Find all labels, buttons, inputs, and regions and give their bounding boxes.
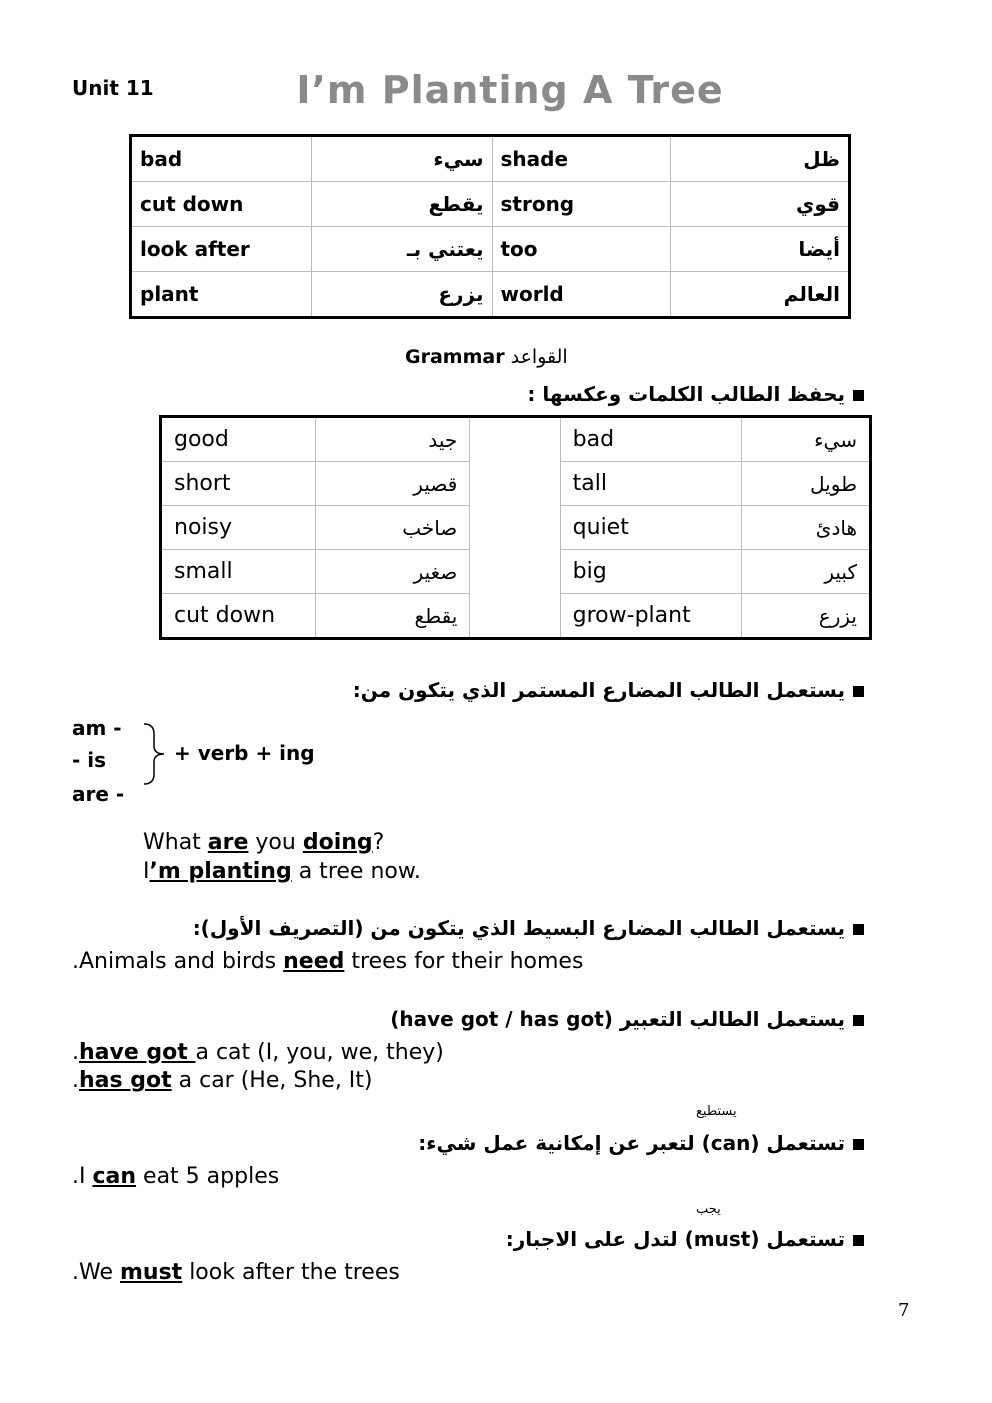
can-example: .I can eat 5 apples [72, 1164, 280, 1189]
unit-label: Unit 11 [72, 76, 154, 100]
opposite-en: tall [560, 462, 742, 506]
must-example: .We must look after the trees [72, 1260, 400, 1285]
opposite-en: big [560, 550, 742, 594]
vocab-ar: العالم [671, 272, 850, 318]
vocab-ar: يقطع [311, 182, 492, 227]
spacer-cell [470, 462, 560, 506]
vocab-en: plant [131, 272, 312, 318]
must-heading [506, 1227, 864, 1251]
vocab-ar: يعتني بـ [311, 227, 492, 272]
can-note: يستطيع [696, 1104, 737, 1119]
vocab-ar: أيضا [671, 227, 850, 272]
heading-text: يستعمل الطالب المضارع المستمر الذي يتكون من: [352, 678, 845, 702]
table-row [161, 550, 871, 594]
bullet-square-icon [853, 686, 864, 697]
vocab-en: cut down [131, 182, 312, 227]
opposite-en: short [161, 462, 316, 506]
spacer-cell [470, 594, 560, 639]
vocab-ar: سيء [311, 136, 492, 182]
instruction-text: يحفظ الطالب الكلمات وعكسها : [527, 382, 845, 406]
heading-text: تستعمل (can) لتعبر عن إمكانية عمل شيء: [418, 1131, 845, 1155]
heading-text: تستعمل (must) لتدل على الاجبار: [505, 1227, 845, 1251]
are-form: are - [72, 782, 125, 806]
vocab-ar: يزرع [311, 272, 492, 318]
present-continuous-heading [353, 678, 864, 702]
vocab-en: too [492, 227, 671, 272]
page-title: I’m Planting A Tree [296, 68, 724, 112]
opposite-ar: قصير [315, 462, 470, 506]
opposite-en: bad [560, 417, 742, 462]
am-form: am - [72, 716, 122, 740]
bullet-square-icon [853, 1015, 864, 1026]
heading-text: يستعمل الطالب المضارع البسيط الذي يتكون من (التصريف الأول): [192, 916, 845, 940]
opposites-table [159, 415, 872, 640]
opposite-ar: يزرع [742, 594, 871, 639]
must-note: يجب [696, 1202, 721, 1217]
have-got-example: .have got a cat (I, you, we, they) [72, 1040, 444, 1065]
present-simple-heading [193, 916, 864, 940]
grammar-label-ar: القواعد [510, 346, 568, 368]
bullet-square-icon [853, 924, 864, 935]
curly-brace-icon [142, 722, 168, 786]
vocab-en: world [492, 272, 671, 318]
opposite-en: cut down [161, 594, 316, 639]
opposite-ar: صاخب [315, 506, 470, 550]
table-row [161, 594, 871, 639]
spacer-cell [470, 506, 560, 550]
table-row [161, 506, 871, 550]
present-simple-example: .Animals and birds need trees for their homes [72, 949, 584, 974]
vocab-ar: ظل [671, 136, 850, 182]
opposite-ar: طويل [742, 462, 871, 506]
table-row [131, 227, 850, 272]
formula-text: + verb + ing [174, 741, 315, 765]
bullet-square-icon [853, 390, 864, 401]
opposite-ar: كبير [742, 550, 871, 594]
table-row [161, 462, 871, 506]
example-answer: I’m planting a tree now. [143, 859, 421, 884]
opposite-en: good [161, 417, 316, 462]
spacer-cell [470, 550, 560, 594]
has-got-example: .has got a car (He, She, It) [72, 1068, 373, 1093]
vocabulary-table [129, 134, 851, 319]
table-row [161, 417, 871, 462]
grammar-heading [405, 346, 568, 368]
is-form: - is [72, 748, 107, 772]
page-number: 7 [898, 1300, 910, 1321]
opposite-ar: جيد [315, 417, 470, 462]
vocab-en: shade [492, 136, 671, 182]
can-heading [418, 1131, 864, 1155]
table-row [131, 136, 850, 182]
opposite-en: noisy [161, 506, 316, 550]
bullet-square-icon [853, 1139, 864, 1150]
opposite-ar: هادئ [742, 506, 871, 550]
opposite-en: grow-plant [560, 594, 742, 639]
heading-text: يستعمل الطالب التعبير (have got / has got) [390, 1007, 845, 1031]
vocab-ar: قوي [671, 182, 850, 227]
grammar-label-en: Grammar [405, 346, 505, 368]
verb-be-list [72, 712, 124, 810]
table-row [131, 182, 850, 227]
table-row [131, 272, 850, 318]
vocab-en: look after [131, 227, 312, 272]
opposite-ar: صغير [315, 550, 470, 594]
vocab-en: strong [492, 182, 671, 227]
vocab-en: bad [131, 136, 312, 182]
opposites-instruction [527, 382, 864, 406]
bullet-square-icon [853, 1235, 864, 1246]
opposite-ar: يقطع [315, 594, 470, 639]
have-got-heading [390, 1007, 864, 1031]
example-question: What are you doing? [143, 830, 385, 855]
opposite-en: quiet [560, 506, 742, 550]
opposite-ar: سيء [742, 417, 871, 462]
opposite-en: small [161, 550, 316, 594]
spacer-cell [470, 417, 560, 462]
